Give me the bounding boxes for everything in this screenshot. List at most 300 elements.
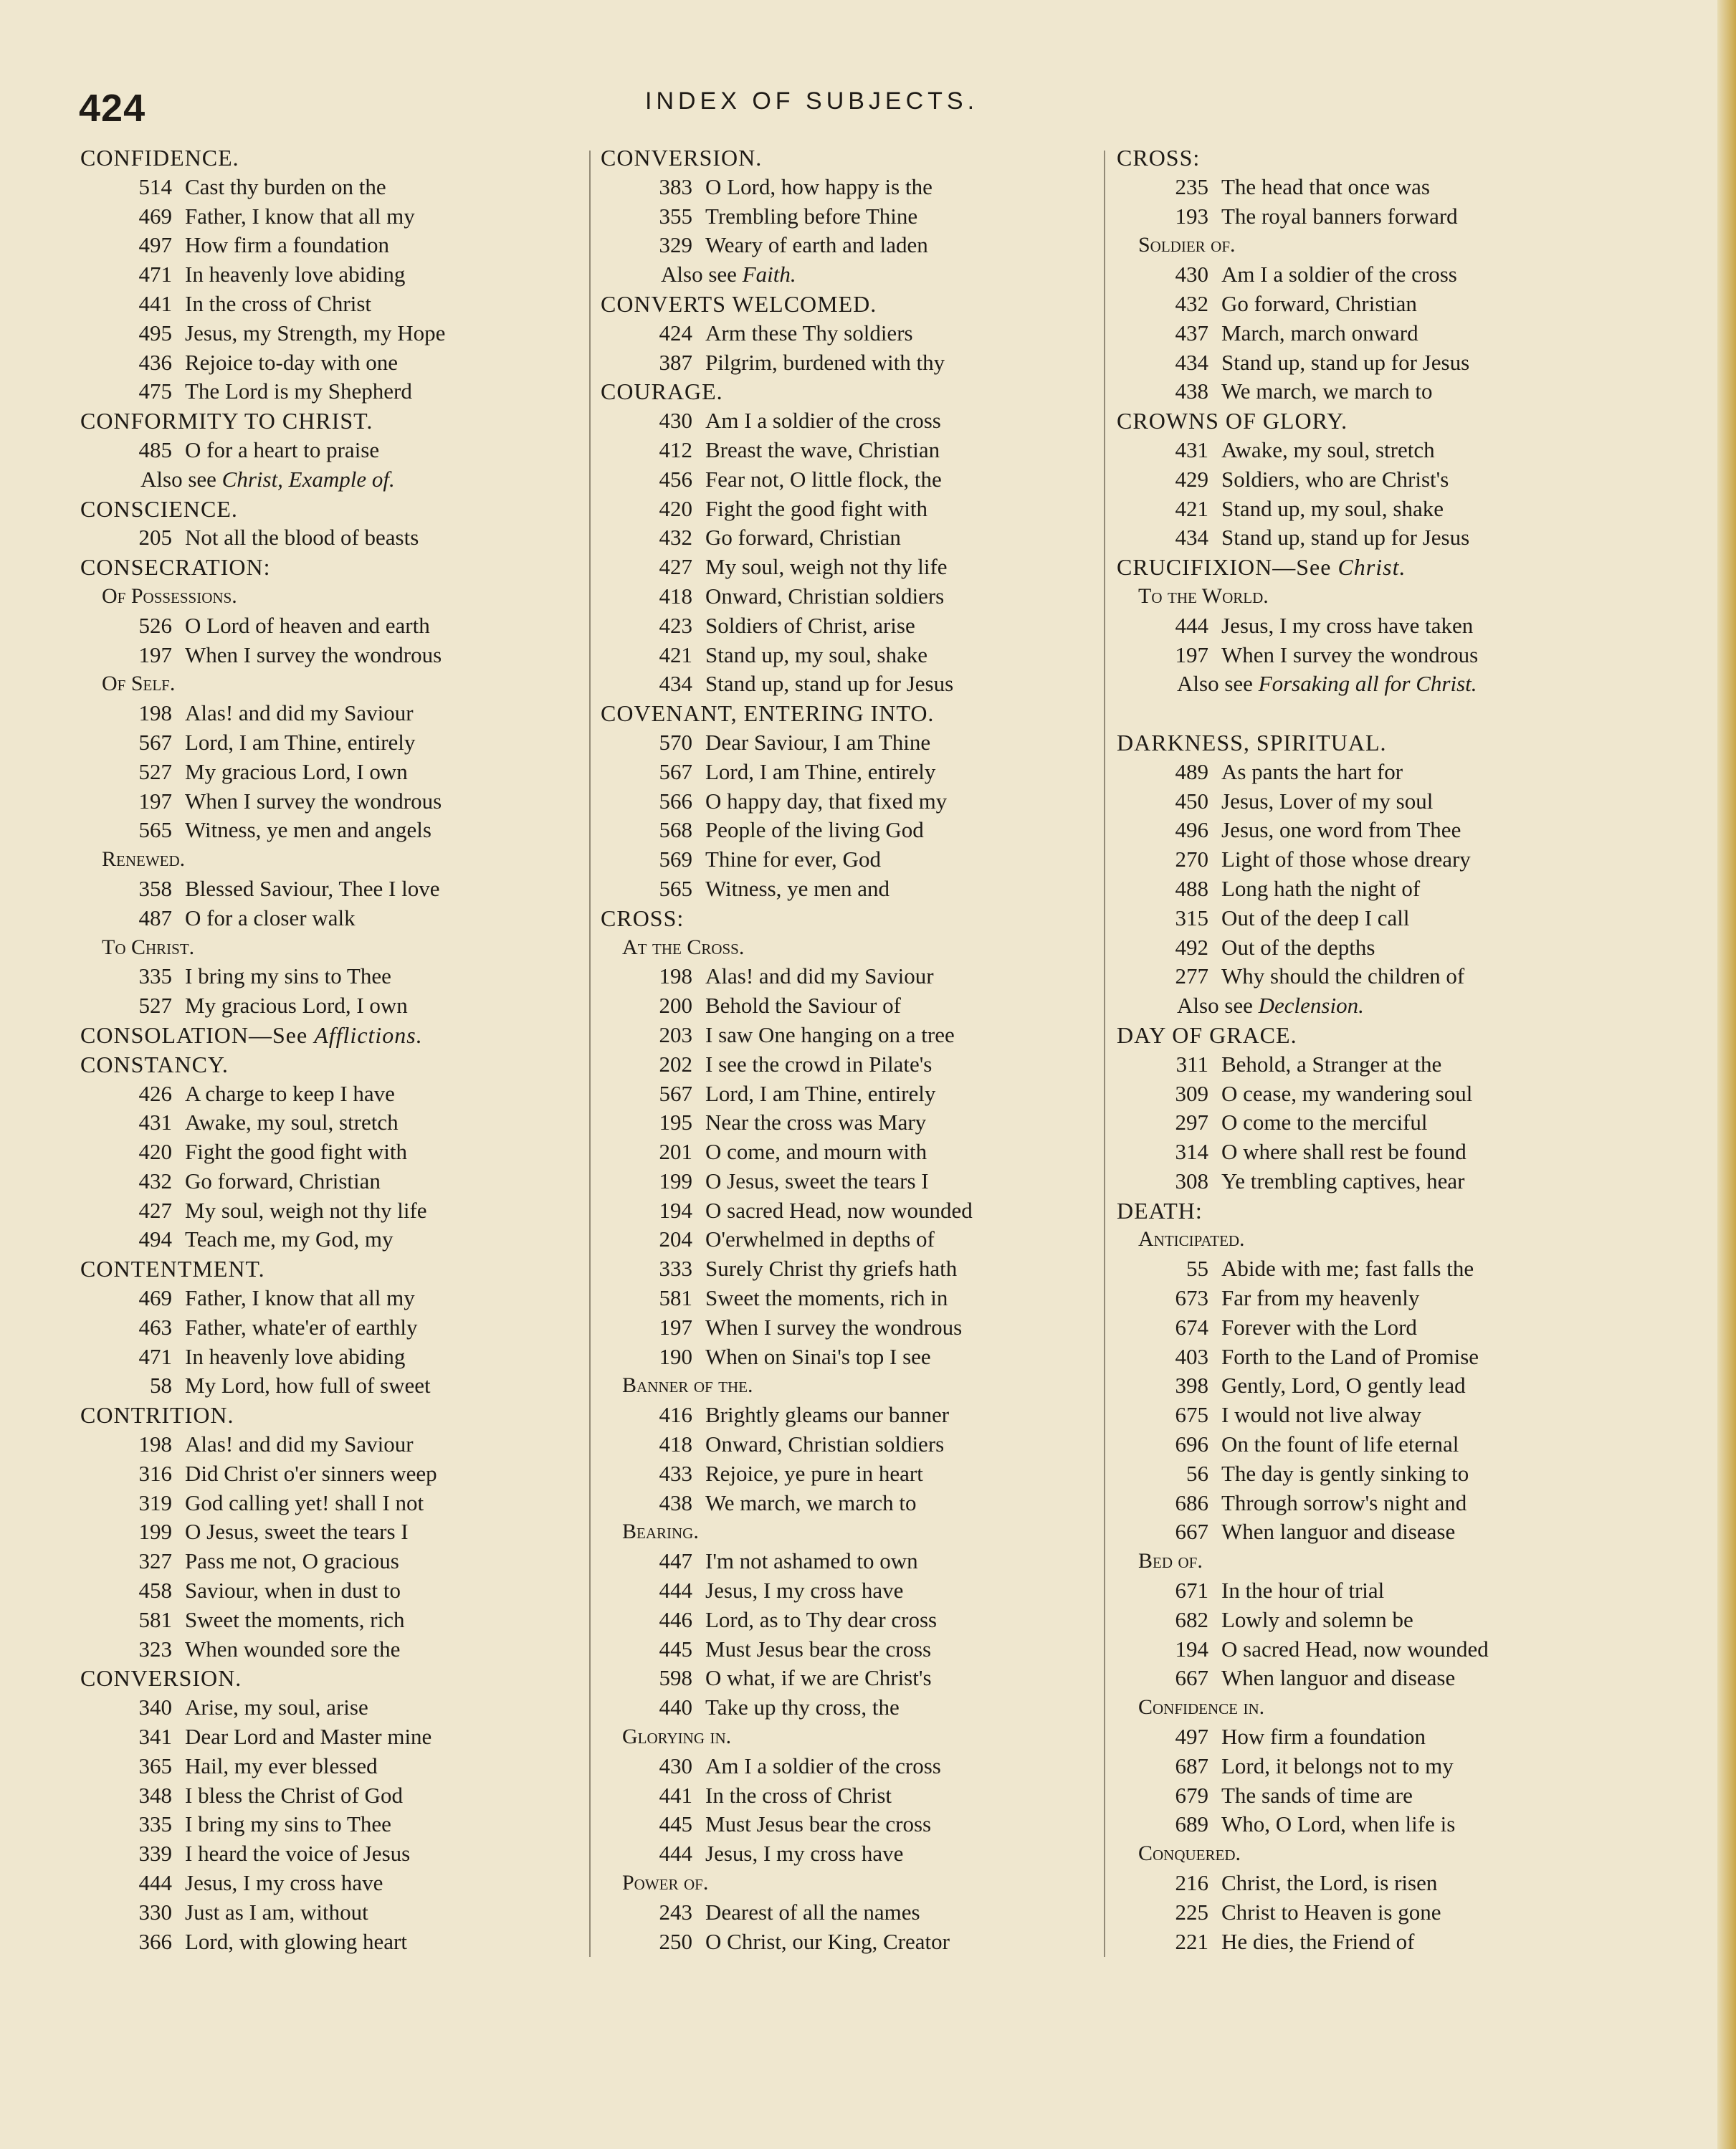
- subheading: To Christ.: [102, 935, 195, 959]
- subject-heading: [80, 406, 604, 436]
- hymn-entry: [601, 1664, 1124, 1693]
- hymn-number: 567: [659, 1080, 692, 1106]
- hymn-entry: [80, 1839, 604, 1869]
- hymn-first-line: Through sorrow's night and: [1221, 1490, 1467, 1515]
- cross-reference: Christ, Example of.: [221, 466, 395, 492]
- hymn-first-line: Awake, my soul, stretch: [185, 1110, 399, 1135]
- hymn-entry: [601, 962, 1124, 991]
- subheading: At the Cross.: [622, 935, 745, 959]
- hymn-first-line: Jesus, Lover of my soul: [1221, 788, 1434, 814]
- hymn-number: 427: [138, 1197, 172, 1223]
- hymn-entry: [601, 1547, 1124, 1576]
- hymn-entry: [1117, 845, 1640, 875]
- hymn-first-line: Who, O Lord, when life is: [1221, 1811, 1456, 1837]
- hymn-first-line: In heavenly love abiding: [185, 1343, 406, 1369]
- hymn-entry: [80, 436, 604, 465]
- hymn-number: 418: [659, 1431, 692, 1457]
- hymn-first-line: How firm a foundation: [1221, 1724, 1426, 1750]
- subheading: Of Self.: [102, 672, 176, 696]
- hymn-entry: [601, 991, 1124, 1021]
- hymn-number: 438: [659, 1490, 692, 1515]
- hymn-entry: [80, 1138, 604, 1167]
- see-also: [601, 260, 1124, 290]
- hymn-number: 526: [138, 612, 172, 638]
- hymn-number: 441: [138, 290, 172, 316]
- hymn-first-line: When I survey the wondrous: [185, 788, 442, 814]
- hymn-first-line: Not all the blood of beasts: [185, 525, 419, 551]
- hymn-entry: [80, 1781, 604, 1811]
- hymn-first-line: Pass me not, O gracious: [185, 1548, 399, 1574]
- hymn-number: 567: [138, 729, 172, 755]
- hymn-first-line: When languor and disease: [1221, 1665, 1456, 1691]
- hymn-first-line: The sands of time are: [1221, 1782, 1413, 1808]
- hymn-entry: [1117, 523, 1640, 553]
- cross-reference: Faith.: [742, 262, 796, 287]
- hymn-number: 311: [1175, 1051, 1208, 1077]
- subject-heading-text: CONTENTMENT.: [80, 1256, 265, 1282]
- hymn-number: 314: [1175, 1139, 1208, 1165]
- cross-reference: Declension.: [1258, 993, 1364, 1019]
- hymn-first-line: God calling yet! shall I not: [185, 1490, 424, 1515]
- hymn-number: 581: [138, 1606, 172, 1632]
- hymn-number: 340: [138, 1695, 172, 1720]
- hymn-entry: [1117, 1489, 1640, 1518]
- hymn-first-line: Stand up, stand up for Jesus: [705, 671, 954, 697]
- hymn-number: 195: [659, 1110, 692, 1135]
- hymn-entry: [601, 465, 1124, 495]
- hymn-number: 598: [659, 1665, 692, 1691]
- hymn-entry: [80, 875, 604, 904]
- hymn-first-line: Dear Saviour, I am Thine: [705, 729, 931, 755]
- hymn-number: 387: [659, 349, 692, 375]
- column-divider: [589, 151, 591, 1957]
- hymn-entry: [80, 1343, 604, 1372]
- hymn-entry: [601, 436, 1124, 465]
- hymn-number: 339: [138, 1841, 172, 1867]
- hymn-number: 197: [1175, 642, 1208, 667]
- hymn-entry: [1117, 1313, 1640, 1343]
- hymn-first-line: Fight the good fight with: [705, 495, 927, 521]
- hymn-entry: [601, 787, 1124, 816]
- subject-heading-text: CROSS:: [1117, 145, 1201, 171]
- subject-heading: [601, 377, 1124, 406]
- hymn-number: 277: [1175, 963, 1208, 989]
- hymn-first-line: The royal banners forward: [1221, 203, 1458, 229]
- hymn-first-line: O come, and mourn with: [705, 1139, 927, 1165]
- hymn-first-line: Lord, I am Thine, entirely: [705, 758, 936, 784]
- subject-heading-text: DEATH:: [1117, 1197, 1203, 1224]
- hymn-number: 497: [138, 232, 172, 258]
- hymn-number: 568: [659, 817, 692, 843]
- subject-heading: [1117, 406, 1640, 436]
- hymn-first-line: Hail, my ever blessed: [185, 1753, 378, 1778]
- hymn-number: 450: [1175, 788, 1208, 814]
- hymn-entry: [80, 1489, 604, 1518]
- hymn-first-line: O Lord of heaven and earth: [185, 612, 430, 638]
- hymn-number: 216: [1175, 1870, 1208, 1896]
- hymn-number: 205: [138, 525, 172, 551]
- subheading: Renewed.: [102, 847, 186, 872]
- hymn-first-line: Arise, my soul, arise: [185, 1695, 368, 1720]
- hymn-first-line: Must Jesus bear the cross: [705, 1636, 932, 1662]
- hymn-number: 200: [659, 993, 692, 1019]
- hymn-number: 235: [1175, 173, 1208, 199]
- hymn-first-line: My gracious Lord, I own: [185, 758, 408, 784]
- hymn-entry: [1117, 1050, 1640, 1080]
- hymn-entry: [601, 670, 1124, 699]
- hymn-entry: [601, 582, 1124, 611]
- hymn-number: 309: [1175, 1080, 1208, 1106]
- hymn-entry: [1117, 787, 1640, 816]
- hymn-entry: [1117, 1898, 1640, 1928]
- hymn-number: 497: [1175, 1724, 1208, 1750]
- hymn-number: 682: [1175, 1606, 1208, 1632]
- hymn-number: 445: [659, 1811, 692, 1837]
- subheading: Bearing.: [622, 1520, 699, 1544]
- hymn-number: 434: [659, 671, 692, 697]
- hymn-first-line: The Lord is my Shepherd: [185, 378, 412, 404]
- hymn-number: 58: [150, 1373, 172, 1398]
- hymn-first-line: Onward, Christian soldiers: [705, 1431, 945, 1457]
- hymn-entry: [1117, 1928, 1640, 1957]
- hymn-number: 421: [1175, 495, 1208, 521]
- hymn-entry: [80, 699, 604, 728]
- hymn-entry: [601, 1343, 1124, 1372]
- subject-heading: [80, 553, 604, 582]
- hymn-entry: [1117, 875, 1640, 904]
- subject-heading-text: CONVERSION.: [601, 145, 763, 171]
- hymn-number: 667: [1175, 1665, 1208, 1691]
- hymn-entry: [1117, 202, 1640, 232]
- hymn-number: 366: [138, 1928, 172, 1954]
- hymn-first-line: O Jesus, sweet the tears I: [705, 1168, 929, 1193]
- hymn-entry: [601, 1138, 1124, 1167]
- subject-heading: [80, 143, 604, 173]
- hymn-number: 456: [659, 466, 692, 492]
- hymn-entry: [80, 1722, 604, 1752]
- hymn-number: 686: [1175, 1490, 1208, 1515]
- hymn-entry: [601, 875, 1124, 904]
- hymn-first-line: Go forward, Christian: [1221, 290, 1417, 316]
- hymn-first-line: On the fount of life eternal: [1221, 1431, 1459, 1457]
- subheading: Soldier of.: [1138, 233, 1236, 257]
- hymn-first-line: Take up thy cross, the: [705, 1695, 900, 1720]
- hymn-number: 199: [138, 1519, 172, 1545]
- hymn-number: 565: [138, 817, 172, 843]
- hymn-first-line: My soul, weigh not thy life: [185, 1197, 427, 1223]
- hymn-entry: [1117, 1459, 1640, 1489]
- hymn-first-line: Sweet the moments, rich in: [705, 1285, 948, 1311]
- hymn-entry: [601, 1781, 1124, 1811]
- hymn-number: 492: [1175, 934, 1208, 960]
- hymn-first-line: Lord, it belongs not to my: [1221, 1753, 1454, 1778]
- cross-reference: Forsaking all for Christ.: [1258, 671, 1477, 697]
- hymn-first-line: Witness, ye men and: [705, 875, 890, 901]
- hymn-first-line: Stand up, stand up for Jesus: [1221, 349, 1470, 375]
- subheading: Confidence in.: [1138, 1695, 1265, 1720]
- hymn-entry: [80, 523, 604, 553]
- hymn-entry: [601, 173, 1124, 202]
- hymn-first-line: Alas! and did my Saviour: [185, 1431, 414, 1457]
- hymn-first-line: Surely Christ thy griefs hath: [705, 1256, 958, 1282]
- hymn-entry: [80, 1108, 604, 1138]
- hymn-entry: [601, 1839, 1124, 1869]
- hymn-first-line: Must Jesus bear the cross: [705, 1811, 932, 1837]
- hymn-first-line: Breast the wave, Christian: [705, 437, 940, 462]
- hymn-number: 194: [1175, 1636, 1208, 1662]
- hymn-entry: [601, 1606, 1124, 1635]
- hymn-number: 383: [659, 173, 692, 199]
- hymn-number: 348: [138, 1782, 172, 1808]
- subject-heading: [601, 290, 1124, 319]
- hymn-number: 198: [138, 700, 172, 726]
- subject-heading: [1117, 1196, 1640, 1226]
- hymn-entry: [1117, 495, 1640, 524]
- hymn-first-line: O sacred Head, now wounded: [705, 1197, 973, 1223]
- hymn-entry: [1117, 173, 1640, 202]
- subject-heading: [1117, 728, 1640, 758]
- hymn-number: 358: [138, 875, 172, 901]
- hymn-number: 444: [659, 1578, 692, 1604]
- hymn-entry: [601, 1167, 1124, 1196]
- hymn-first-line: Awake, my soul, stretch: [1221, 437, 1435, 462]
- hymn-entry: [601, 319, 1124, 348]
- subject-heading-text: CONSCIENCE.: [80, 495, 238, 522]
- hymn-entry: [80, 173, 604, 202]
- hymn-entry: [601, 553, 1124, 582]
- hymn-first-line: Witness, ye men and angels: [185, 817, 431, 843]
- hymn-first-line: The head that once was: [1221, 173, 1430, 199]
- hymn-first-line: When wounded sore the: [185, 1636, 401, 1662]
- hymn-number: 469: [138, 203, 172, 229]
- hymn-first-line: Why should the children of: [1221, 963, 1465, 989]
- hymn-entry: [80, 904, 604, 933]
- hymn-number: 494: [138, 1226, 172, 1252]
- hymn-number: 430: [659, 408, 692, 434]
- hymn-number: 667: [1175, 1519, 1208, 1545]
- hymn-entry: [601, 1313, 1124, 1343]
- hymn-first-line: Father, I know that all my: [185, 1285, 415, 1311]
- index-column-2: [601, 143, 1124, 1956]
- subheading: Banner of the.: [622, 1373, 753, 1398]
- hymn-first-line: Go forward, Christian: [705, 525, 901, 551]
- hymn-number: 437: [1175, 320, 1208, 346]
- hymn-number: 193: [1175, 203, 1208, 229]
- hymn-entry: [601, 495, 1124, 524]
- hymn-number: 463: [138, 1314, 172, 1340]
- hymn-number: 365: [138, 1753, 172, 1778]
- hymn-number: 570: [659, 729, 692, 755]
- hymn-number: 433: [659, 1460, 692, 1486]
- hymn-entry: [80, 1225, 604, 1254]
- hymn-number: 420: [138, 1139, 172, 1165]
- hymn-entry: [80, 1313, 604, 1343]
- hymn-number: 424: [659, 320, 692, 346]
- hymn-first-line: My soul, weigh not thy life: [705, 554, 948, 580]
- subject-heading: [601, 699, 1124, 728]
- subject-heading-text: CONSECRATION:: [80, 554, 271, 581]
- hymn-number: 427: [659, 554, 692, 580]
- hymn-entry: [80, 202, 604, 232]
- hymn-first-line: O what, if we are Christ's: [705, 1665, 932, 1691]
- hymn-number: 198: [659, 963, 692, 989]
- hymn-number: 436: [138, 349, 172, 375]
- hymn-number: 567: [659, 758, 692, 784]
- hymn-first-line: Pilgrim, burdened with thy: [705, 349, 945, 375]
- hymn-number: 487: [138, 905, 172, 930]
- hymn-entry: [601, 1050, 1124, 1080]
- hymn-entry: [80, 816, 604, 845]
- hymn-entry: [80, 1928, 604, 1957]
- hymn-first-line: The day is gently sinking to: [1221, 1460, 1469, 1486]
- hymn-number: 335: [138, 1811, 172, 1837]
- hymn-entry: [1117, 1138, 1640, 1167]
- hymn-entry: [601, 1459, 1124, 1489]
- hymn-entry: [1117, 1752, 1640, 1781]
- hymn-first-line: Light of those whose dreary: [1221, 847, 1471, 872]
- subject-heading-text: CONFIDENCE.: [80, 145, 239, 171]
- hymn-number: 426: [138, 1080, 172, 1106]
- hymn-entry: [601, 641, 1124, 670]
- hymn-number: 430: [1175, 262, 1208, 287]
- hymn-number: 315: [1175, 905, 1208, 930]
- hymn-first-line: Rejoice, ye pure in heart: [705, 1460, 923, 1486]
- hymn-number: 674: [1175, 1314, 1208, 1340]
- hymn-first-line: Alas! and did my Saviour: [705, 963, 934, 989]
- hymn-first-line: O sacred Head, now wounded: [1221, 1636, 1489, 1662]
- hymn-first-line: Lord, as to Thy dear cross: [705, 1606, 938, 1632]
- hymn-entry: [1117, 1664, 1640, 1693]
- hymn-first-line: I see the crowd in Pilate's: [705, 1051, 933, 1077]
- hymn-first-line: O Lord, how happy is the: [705, 173, 933, 199]
- hymn-entry: [80, 260, 604, 290]
- see-also: [1117, 991, 1640, 1021]
- subject-heading: [601, 904, 1124, 933]
- hymn-entry: [80, 231, 604, 260]
- hymn-first-line: Abide with me; fast falls the: [1221, 1256, 1474, 1282]
- subject-heading-text: CONVERTS WELCOMED.: [601, 290, 877, 317]
- hymn-first-line: When I survey the wondrous: [705, 1314, 963, 1340]
- subject-heading: [80, 1664, 604, 1693]
- hymn-first-line: Stand up, my soul, shake: [705, 642, 927, 667]
- hymn-entry: [80, 348, 604, 378]
- hymn-entry: [1117, 1401, 1640, 1430]
- hymn-number: 441: [659, 1782, 692, 1808]
- hymn-entry: [80, 1517, 604, 1547]
- hymn-first-line: Behold the Saviour of: [705, 993, 901, 1019]
- hymn-first-line: O come to the merciful: [1221, 1110, 1428, 1135]
- hymn-first-line: Forever with the Lord: [1221, 1314, 1417, 1340]
- subject-heading-text: CONSOLATION—See: [80, 1021, 315, 1048]
- hymn-first-line: Am I a soldier of the cross: [705, 408, 941, 434]
- hymn-first-line: Lord, I am Thine, entirely: [705, 1080, 936, 1106]
- subject-heading-text: DARKNESS, SPIRITUAL.: [1117, 729, 1387, 756]
- hymn-number: 243: [659, 1899, 692, 1925]
- hymn-number: 446: [659, 1606, 692, 1632]
- hymn-number: 199: [659, 1168, 692, 1193]
- hymn-entry: [80, 1371, 604, 1401]
- hymn-number: 355: [659, 203, 692, 229]
- hymn-first-line: My gracious Lord, I own: [185, 993, 408, 1019]
- hymn-first-line: O'erwhelmed in depths of: [705, 1226, 935, 1252]
- hymn-entry: [80, 1898, 604, 1928]
- hymn-first-line: We march, we march to: [705, 1490, 917, 1515]
- hymn-first-line: As pants the hart for: [1221, 758, 1403, 784]
- hymn-number: 444: [1175, 612, 1208, 638]
- hymn-first-line: I heard the voice of Jesus: [185, 1841, 411, 1867]
- see-also-prefix: Also see: [661, 262, 743, 287]
- hymn-first-line: We march, we march to: [1221, 378, 1433, 404]
- index-column-3: [1117, 143, 1640, 1956]
- hymn-entry: [1117, 1371, 1640, 1401]
- hymn-first-line: Am I a soldier of the cross: [1221, 262, 1457, 287]
- subject-heading: [1117, 1021, 1640, 1050]
- hymn-entry: [601, 1108, 1124, 1138]
- hymn-number: 527: [138, 993, 172, 1019]
- hymn-first-line: Brightly gleams our banner: [705, 1402, 950, 1428]
- subject-heading: [80, 1254, 604, 1284]
- subheading: To the World.: [1138, 583, 1269, 608]
- hymn-entry: [1117, 1810, 1640, 1839]
- hymn-entry: [601, 1284, 1124, 1313]
- see-also: [1117, 670, 1640, 699]
- hymn-number: 416: [659, 1402, 692, 1428]
- hymn-first-line: Dear Lord and Master mine: [185, 1724, 432, 1750]
- hymn-number: 581: [659, 1285, 692, 1311]
- hymn-first-line: In the cross of Christ: [705, 1782, 892, 1808]
- hymn-number: 225: [1175, 1899, 1208, 1925]
- hymn-entry: [1117, 1343, 1640, 1372]
- hymn-first-line: Soldiers, who are Christ's: [1221, 466, 1449, 492]
- cross-reference: Christ.: [1337, 554, 1406, 581]
- hymn-first-line: O cease, my wandering soul: [1221, 1080, 1473, 1106]
- hymn-number: 673: [1175, 1285, 1208, 1311]
- hymn-number: 431: [138, 1110, 172, 1135]
- hymn-entry: [1117, 1635, 1640, 1664]
- hymn-first-line: O Christ, our King, Creator: [705, 1928, 950, 1954]
- hymn-entry: [601, 523, 1124, 553]
- hymn-number: 495: [138, 320, 172, 346]
- hymn-entry: [1117, 260, 1640, 290]
- hymn-entry: [601, 1401, 1124, 1430]
- hymn-first-line: I'm not ashamed to own: [705, 1548, 918, 1574]
- hymn-number: 403: [1175, 1343, 1208, 1369]
- hymn-first-line: He dies, the Friend of: [1221, 1928, 1415, 1954]
- hymn-entry: [1117, 641, 1640, 670]
- hymn-entry: [1117, 1080, 1640, 1109]
- hymn-first-line: In the cross of Christ: [185, 290, 372, 316]
- hymn-entry: [601, 1928, 1124, 1957]
- hymn-entry: [1117, 1167, 1640, 1196]
- hymn-first-line: Stand up, stand up for Jesus: [1221, 525, 1470, 551]
- hymn-number: 434: [1175, 349, 1208, 375]
- hymn-first-line: O Jesus, sweet the tears I: [185, 1519, 409, 1545]
- see-also-prefix: Also see: [1177, 671, 1259, 697]
- hymn-entry: [601, 758, 1124, 787]
- hymn-number: 438: [1175, 378, 1208, 404]
- hymn-entry: [601, 1254, 1124, 1284]
- hymn-number: 56: [1186, 1460, 1208, 1486]
- hymn-number: 679: [1175, 1782, 1208, 1808]
- hymn-number: 458: [138, 1578, 172, 1604]
- hymn-entry: [601, 1196, 1124, 1226]
- hymn-first-line: Jesus, I my cross have: [705, 1841, 904, 1867]
- hymn-number: 190: [659, 1343, 692, 1369]
- hymn-entry: [80, 1547, 604, 1576]
- subheading: Anticipated.: [1138, 1227, 1245, 1252]
- hymn-number: 421: [659, 642, 692, 667]
- hymn-first-line: Christ, the Lord, is risen: [1221, 1870, 1438, 1896]
